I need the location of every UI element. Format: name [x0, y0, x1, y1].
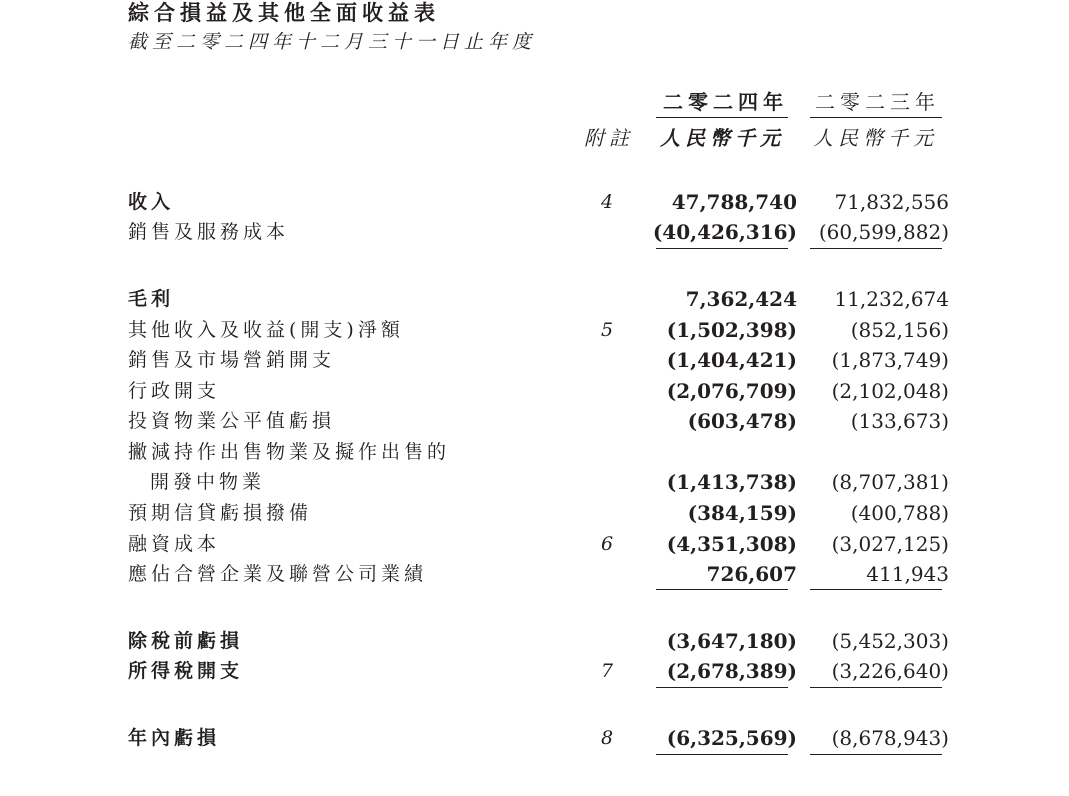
row-note: 5: [600, 319, 614, 341]
table-row-share-of-results: [0, 560, 1069, 588]
row-value-2023: 11,232,674: [834, 287, 949, 311]
row-value-2024: (2,076,709): [666, 379, 797, 403]
subtotal-rule-2023: [810, 687, 942, 688]
table-row-other-income: [0, 316, 1069, 344]
row-value-2023: (400,788): [850, 501, 949, 525]
row-note: 7: [600, 660, 614, 682]
column-header-currency-2024: 人民幣千元: [660, 126, 785, 150]
row-value-2023: (5,452,303): [831, 629, 949, 653]
table-row-finance-costs: [0, 530, 1069, 558]
row-label: 除稅前虧損: [128, 630, 244, 652]
table-row-revenue: [0, 188, 1069, 216]
statement-title: 綜合損益及其他全面收益表: [128, 0, 440, 25]
table-row-write-down-line2: [0, 468, 1069, 496]
row-value-2024: (1,404,421): [666, 348, 797, 372]
column-header-currency-2023: 人民幣千元: [813, 126, 938, 150]
row-value-2023: (8,707,381): [831, 470, 949, 494]
row-value-2024: (4,351,308): [666, 532, 797, 556]
table-row-expected-credit-loss: [0, 499, 1069, 527]
row-value-2023: (3,027,125): [831, 532, 949, 556]
row-value-2023: (8,678,943): [831, 726, 949, 750]
row-value-2023: 71,832,556: [834, 190, 949, 214]
row-label: 銷售及市場營銷開支: [128, 349, 336, 371]
table-row-selling-expenses: [0, 346, 1069, 374]
row-label: 預期信貸虧損撥備: [128, 502, 313, 524]
row-value-2023: (60,599,882): [818, 220, 949, 244]
row-label: 融資成本: [128, 533, 221, 555]
row-label: 銷售及服務成本: [128, 221, 290, 243]
row-label: 所得稅開支: [128, 660, 244, 682]
row-value-2024: 47,788,740: [671, 190, 797, 214]
row-label: 開發中物業: [150, 471, 266, 493]
row-value-2023: (3,226,640): [831, 659, 949, 683]
row-label: 投資物業公平值虧損: [128, 410, 336, 432]
row-value-2024: (1,502,398): [666, 318, 797, 342]
row-value-2024: (603,478): [687, 409, 797, 433]
table-row-write-down-line1: [0, 438, 1069, 466]
subtotal-rule-2024: [656, 248, 788, 249]
row-note: 8: [600, 727, 614, 749]
table-row-admin-expenses: [0, 377, 1069, 405]
row-value-2024: (2,678,389): [666, 659, 797, 683]
table-row-income-tax: [0, 657, 1069, 685]
row-value-2024: 726,607: [706, 562, 797, 586]
column-header-year-2024: 二零二四年: [663, 90, 788, 114]
row-label: 收入: [128, 191, 175, 213]
row-value-2024: (40,426,316): [652, 220, 797, 244]
row-value-2023: (852,156): [850, 318, 949, 342]
row-label: 毛利: [128, 288, 175, 310]
row-value-2024: (3,647,180): [666, 629, 797, 653]
row-label: 行政開支: [128, 380, 221, 402]
row-value-2023: (1,873,749): [831, 348, 949, 372]
subtotal-rule-2023: [810, 248, 942, 249]
column-header-2023-underline: [810, 117, 942, 118]
row-label: 撇減持作出售物業及擬作出售的: [128, 441, 451, 463]
total-rule-2024: [656, 754, 788, 755]
column-header-note: 附註: [584, 126, 634, 150]
row-value-2023: (2,102,048): [831, 379, 949, 403]
row-note: 4: [600, 191, 614, 213]
row-label: 其他收入及收益(開支)淨額: [128, 319, 404, 341]
row-value-2024: (6,325,569): [666, 726, 797, 750]
row-value-2023: 411,943: [866, 562, 949, 586]
row-value-2024: 7,362,424: [685, 287, 797, 311]
row-value-2024: (384,159): [687, 501, 797, 525]
table-row-loss-for-year: [0, 724, 1069, 752]
total-rule-2023: [810, 754, 942, 755]
subtotal-rule-2024: [656, 589, 788, 590]
table-row-investment-property-loss: [0, 407, 1069, 435]
statement-subtitle: 截至二零二四年十二月三十一日止年度: [128, 31, 537, 53]
table-row-cost-of-sales: [0, 218, 1069, 246]
table-row-gross-profit: [0, 285, 1069, 313]
row-label: 年內虧損: [128, 727, 221, 749]
subtotal-rule-2023: [810, 589, 942, 590]
row-value-2024: (1,413,738): [666, 470, 797, 494]
row-note: 6: [600, 533, 614, 555]
table-row-loss-before-tax: [0, 627, 1069, 655]
column-header-year-2023: 二零二三年: [815, 90, 940, 114]
column-header-2024-underline: [656, 117, 788, 118]
row-label: 應佔合營企業及聯營公司業績: [128, 563, 428, 585]
subtotal-rule-2024: [656, 687, 788, 688]
row-value-2023: (133,673): [850, 409, 949, 433]
